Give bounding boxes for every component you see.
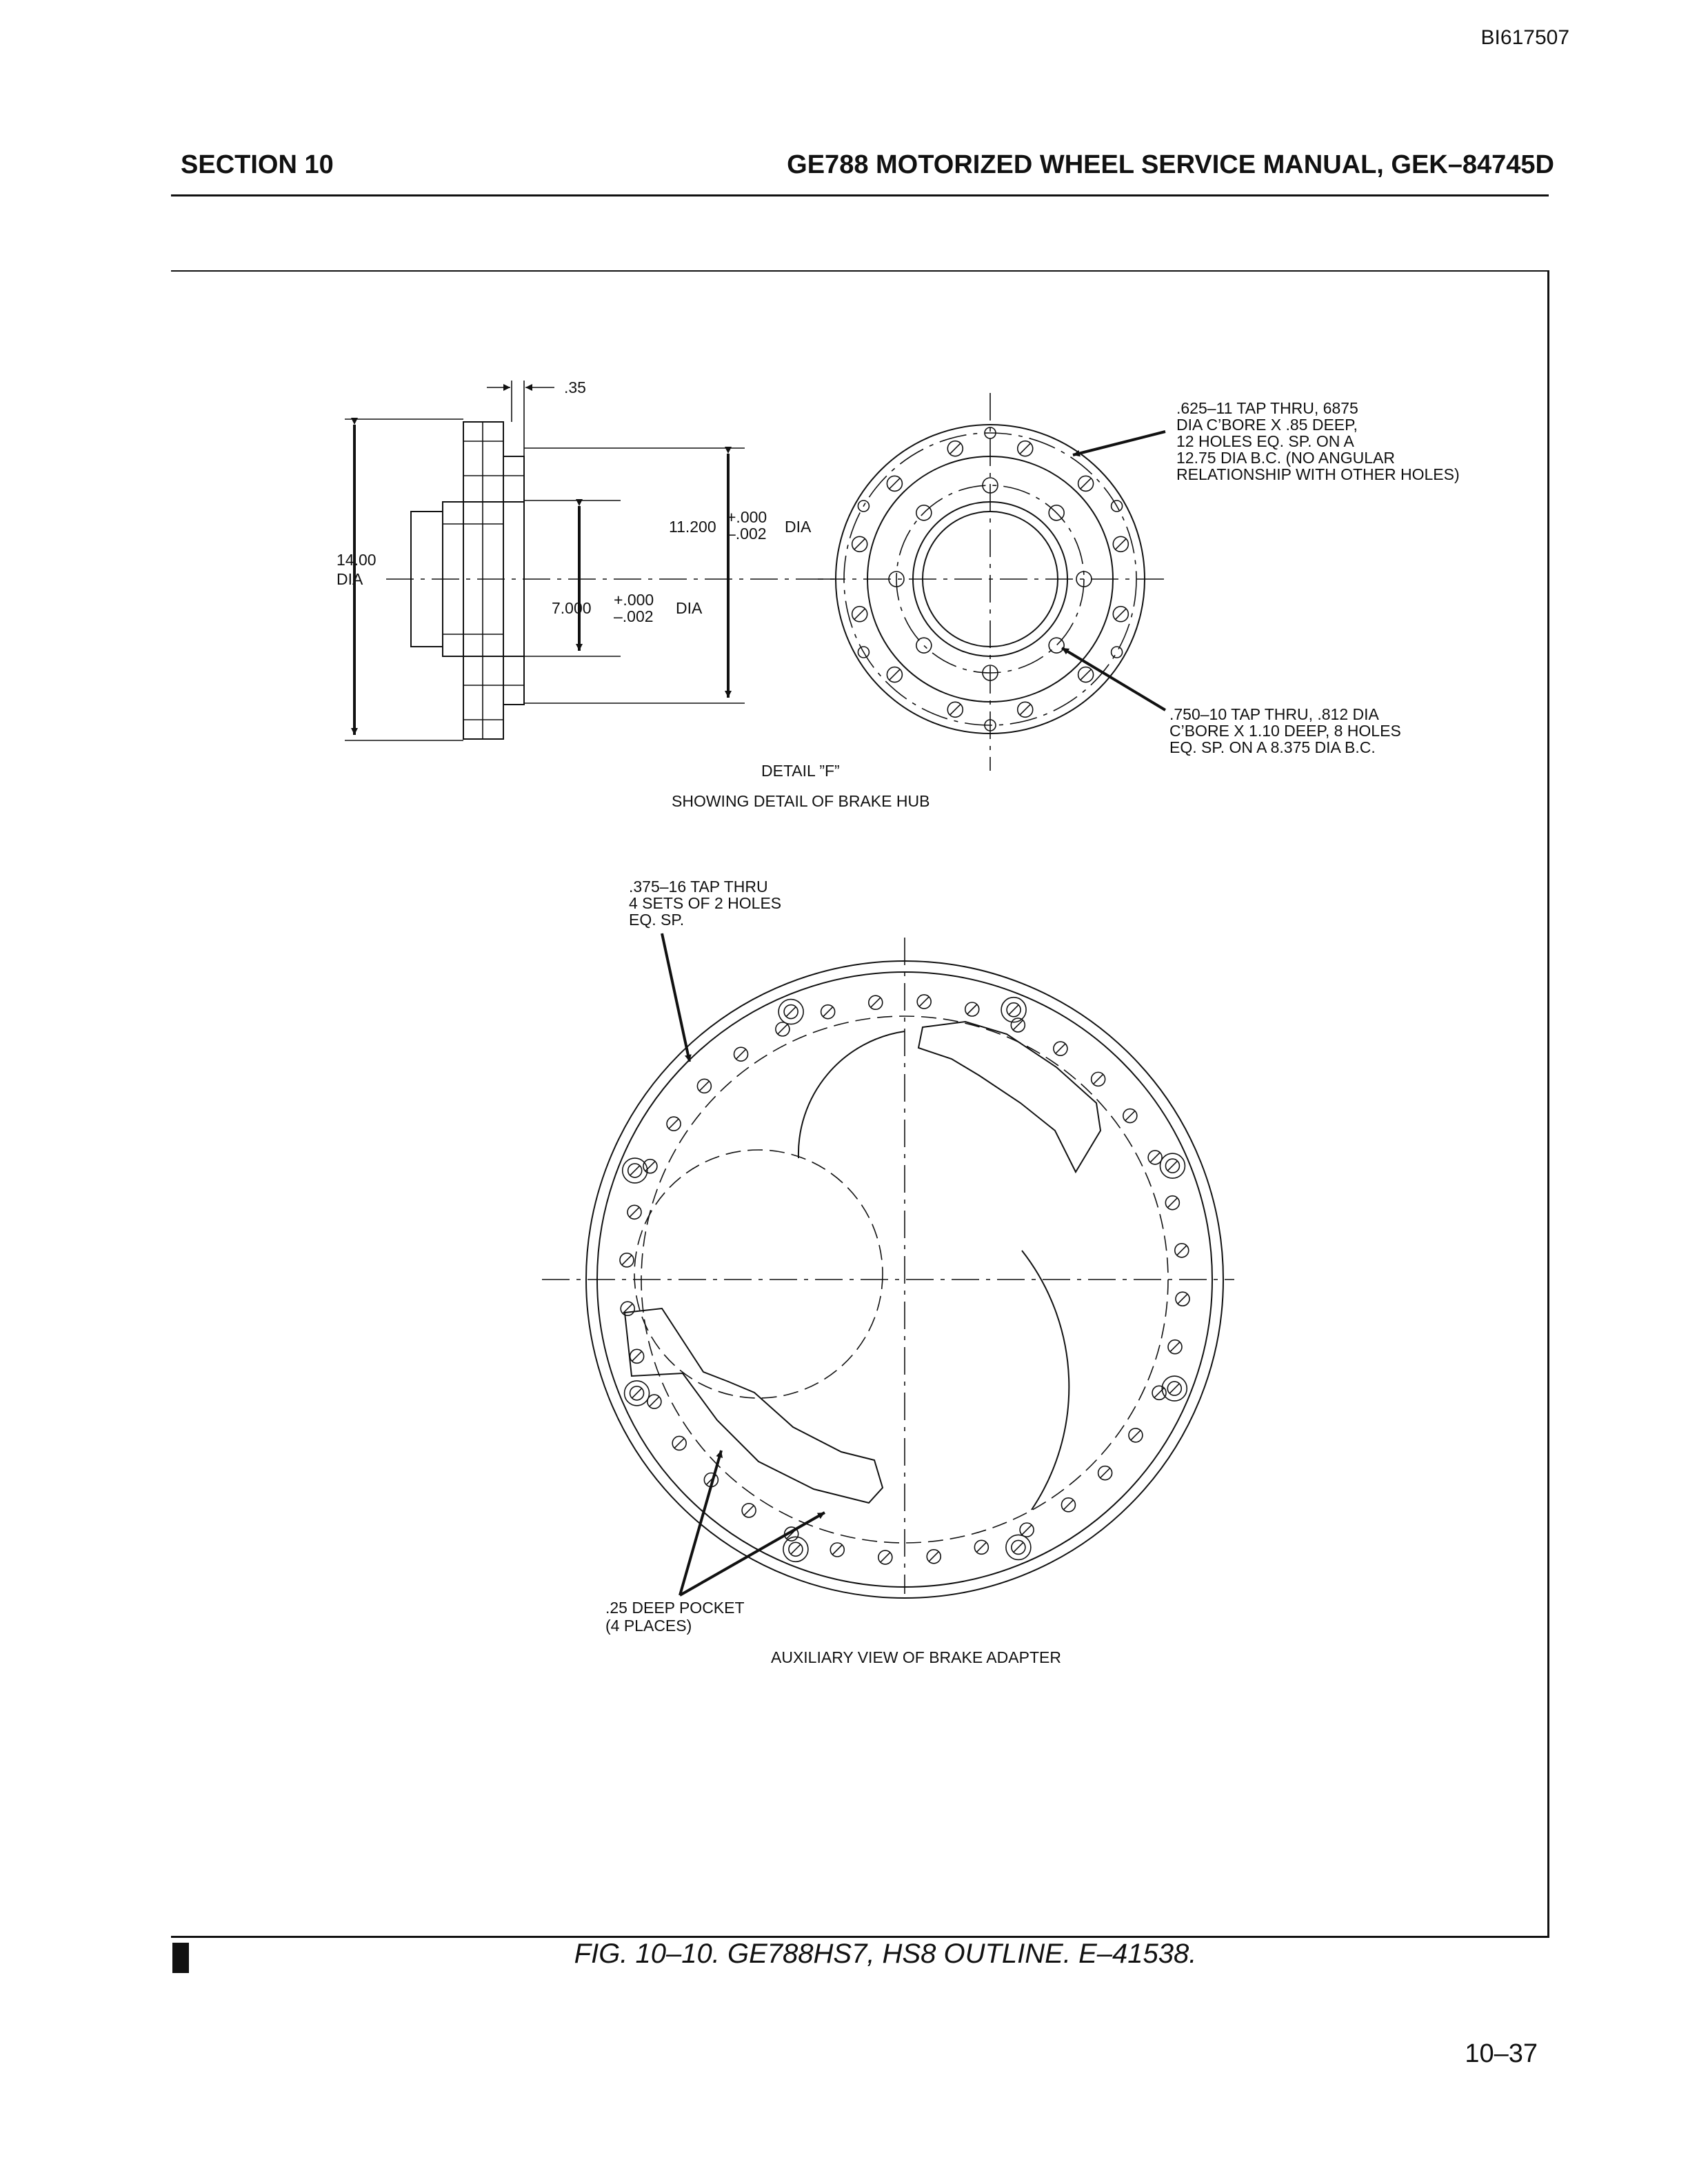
dim-thickness: .35	[564, 378, 586, 396]
hole-mark	[669, 1119, 679, 1129]
hole-mark	[890, 478, 900, 489]
hole-mark	[1167, 1198, 1177, 1208]
hole-mark	[890, 669, 900, 680]
hole-mark	[699, 1081, 709, 1091]
svg-text:.375–16 TAP THRU: .375–16 TAP THRU	[629, 878, 768, 896]
hole-mark	[929, 1552, 938, 1561]
hole-mark	[919, 997, 929, 1007]
hole-mark	[950, 705, 961, 715]
hole-mark	[881, 1553, 890, 1562]
svg-text:.25 DEEP POCKET: .25 DEEP POCKET	[605, 1599, 745, 1617]
hole-mark	[622, 1255, 632, 1265]
hole-mark	[1101, 1468, 1110, 1478]
leader-outer-holes	[1073, 432, 1165, 455]
brake-adapter-view	[542, 933, 1234, 1598]
dim-outer-diameter: 14.00	[336, 551, 376, 569]
section-label: SECTION 10	[181, 150, 334, 179]
hole-mark	[1022, 1525, 1032, 1535]
svg-text:C’BORE X 1.10 DEEP, 8 HOLES: C’BORE X 1.10 DEEP, 8 HOLES	[1169, 722, 1401, 740]
svg-text:RELATIONSHIP WITH OTHER HOLES): RELATIONSHIP WITH OTHER HOLES)	[1176, 465, 1460, 483]
hole-mark	[1116, 609, 1126, 619]
bolt-hole	[1049, 638, 1064, 653]
note-pocket	[605, 1599, 745, 1635]
hole-mark	[1170, 1342, 1180, 1352]
detail-f-subtitle: SHOWING DETAIL OF BRAKE HUB	[672, 792, 930, 810]
svg-text:EQ. SP.: EQ. SP.	[629, 911, 685, 929]
hole-mark	[630, 1207, 639, 1217]
hole-mark	[854, 609, 865, 619]
hole-mark	[778, 1024, 787, 1034]
brake-hub-side-view	[345, 381, 834, 740]
svg-text:4 SETS OF 2 HOLES: 4 SETS OF 2 HOLES	[629, 894, 782, 912]
hole-mark	[1020, 705, 1030, 715]
hole-mark	[1009, 1005, 1018, 1015]
hole-mark	[976, 1542, 986, 1552]
hole-mark	[630, 1166, 640, 1175]
hole-mark	[744, 1506, 754, 1515]
svg-text:12.75 DIA B.C. (NO ANGULAR: 12.75 DIA B.C. (NO ANGULAR	[1176, 449, 1396, 467]
hole-mark	[1063, 1500, 1073, 1510]
hole-mark	[1125, 1111, 1135, 1121]
hole-mark	[871, 998, 881, 1007]
svg-text:EQ. SP. ON A 8.375 DIA B.C.: EQ. SP. ON A 8.375 DIA B.C.	[1169, 738, 1376, 756]
hole-mark	[650, 1397, 659, 1406]
dim-pilot-diameter: 11.200	[669, 518, 716, 536]
svg-text:(4 PLACES): (4 PLACES)	[605, 1617, 692, 1635]
note-tap-holes	[629, 878, 781, 929]
bolt-hole	[1112, 647, 1123, 658]
hole-mark	[674, 1438, 684, 1448]
note-outer-holes	[1176, 399, 1460, 483]
hole-mark	[1056, 1044, 1065, 1053]
hole-mark	[823, 1007, 833, 1017]
hole-mark	[1131, 1430, 1141, 1440]
dim-outer-unit: DIA	[336, 570, 363, 588]
hole-mark	[1177, 1246, 1187, 1255]
hole-mark	[736, 1049, 746, 1059]
hole-mark	[1094, 1074, 1103, 1084]
dim-pilot-tol-plus: +.000	[727, 508, 767, 526]
hole-mark	[1020, 443, 1030, 454]
svg-text:DIA C’BORE X .85 DEEP,: DIA C’BORE X .85 DEEP,	[1176, 416, 1358, 434]
hole-mark	[632, 1388, 642, 1398]
hole-mark	[1081, 478, 1091, 489]
hole-mark	[1081, 669, 1091, 680]
hole-mark	[1167, 1161, 1177, 1171]
hole-mark	[1178, 1294, 1187, 1304]
note-inner-holes	[1169, 705, 1401, 756]
dim-bore-tol-plus: +.000	[614, 591, 654, 609]
svg-text:12 HOLES EQ. SP. ON A: 12 HOLES EQ. SP. ON A	[1176, 432, 1354, 450]
aux-view-title: AUXILIARY VIEW OF BRAKE ADAPTER	[771, 1648, 1061, 1666]
hole-mark	[791, 1544, 801, 1554]
hole-mark	[632, 1351, 642, 1361]
brake-hub-front-view	[818, 393, 1165, 771]
figure-caption: FIG. 10–10. GE788HS7, HS8 OUTLINE. E–41538.	[574, 1939, 1197, 1969]
hole-mark	[950, 443, 961, 454]
dim-bore-unit: DIA	[676, 599, 703, 617]
hole-mark	[1116, 539, 1126, 549]
dim-bore-tol-minus: –.002	[614, 607, 654, 625]
hole-mark	[832, 1545, 842, 1555]
hole-mark	[967, 1004, 977, 1014]
hole-mark	[1150, 1153, 1160, 1162]
page-number: 10–37	[1465, 2039, 1538, 2068]
svg-text:.625–11 TAP THRU, 6875: .625–11 TAP THRU, 6875	[1176, 399, 1358, 417]
manual-title: GE788 MOTORIZED WHEEL SERVICE MANUAL, GEK–84745D	[787, 150, 1554, 179]
dim-pilot-unit: DIA	[785, 518, 812, 536]
bolt-hole	[916, 638, 932, 653]
detail-f-title: DETAIL ”F”	[761, 762, 840, 780]
hole-mark	[1169, 1384, 1179, 1393]
hole-mark	[1014, 1542, 1023, 1552]
dim-pilot-tol-minus: –.002	[727, 525, 767, 543]
document-id: BI617507	[1480, 26, 1569, 49]
hole-mark	[854, 539, 865, 549]
svg-text:.750–10 TAP THRU, .812 DIA: .750–10 TAP THRU, .812 DIA	[1169, 705, 1379, 723]
dim-bore-diameter: 7.000	[552, 599, 592, 617]
hole-mark	[786, 1007, 796, 1017]
